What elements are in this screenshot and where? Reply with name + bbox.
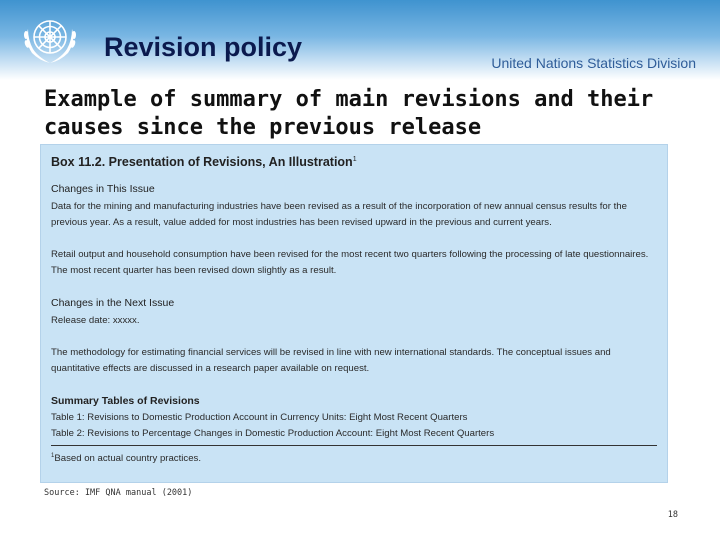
source-citation: Source: IMF QNA manual (2001) [44,488,193,498]
section-heading-changes-next-issue: Changes in the Next Issue [51,297,175,309]
slide-title: Revision policy [104,32,303,62]
paragraph-release-date: Release date: xxxxx. [51,315,140,326]
box-footnote: $^1$Based on actual country practices. [51,453,201,465]
box-title: Box 11.2. Presentation of Revisions, An Illustration$^1$ [51,155,357,169]
paragraph-financial-services: The methodology for estimating financial services will be revised in line with new international standards. The conceptual issues and quantitative effects are discussed in a research paper available on request. [51,347,611,374]
paragraph-retail-output: Retail output and household consumption have been revised for the most recent two quarters following the processing of late questionnaires. The most recent quarter has been revised down slightly as a result. [51,249,649,276]
table-1-reference: Table 1: Revisions to Domestic Production Account in Currency Units: Eight Most Recent Quarters [51,412,468,423]
paragraph-mining-manufacturing: Data for the mining and manufacturing industries have been revised as a result of the incorporation of new annual census results for the previous year. As a result, value added for most industries has been revised upward in the previous and current years. [51,201,627,228]
header-banner [0,0,720,80]
revision-illustration-box [40,144,668,483]
slide-subtitle: Example of summary of main revisions and their causes since the previous release [44,87,654,140]
division-name: United Nations Statistics Division [491,55,696,71]
un-emblem-icon [20,9,80,69]
section-heading-summary-tables: Summary Tables of Revisions [51,395,200,407]
page-number: 18 [667,510,678,520]
section-heading-changes-this-issue: Changes in This Issue [51,183,155,195]
footnote-divider [51,445,657,446]
table-2-reference: Table 2: Revisions to Percentage Changes in Domestic Production Account: Eight Most Recent Quarters [51,428,495,439]
